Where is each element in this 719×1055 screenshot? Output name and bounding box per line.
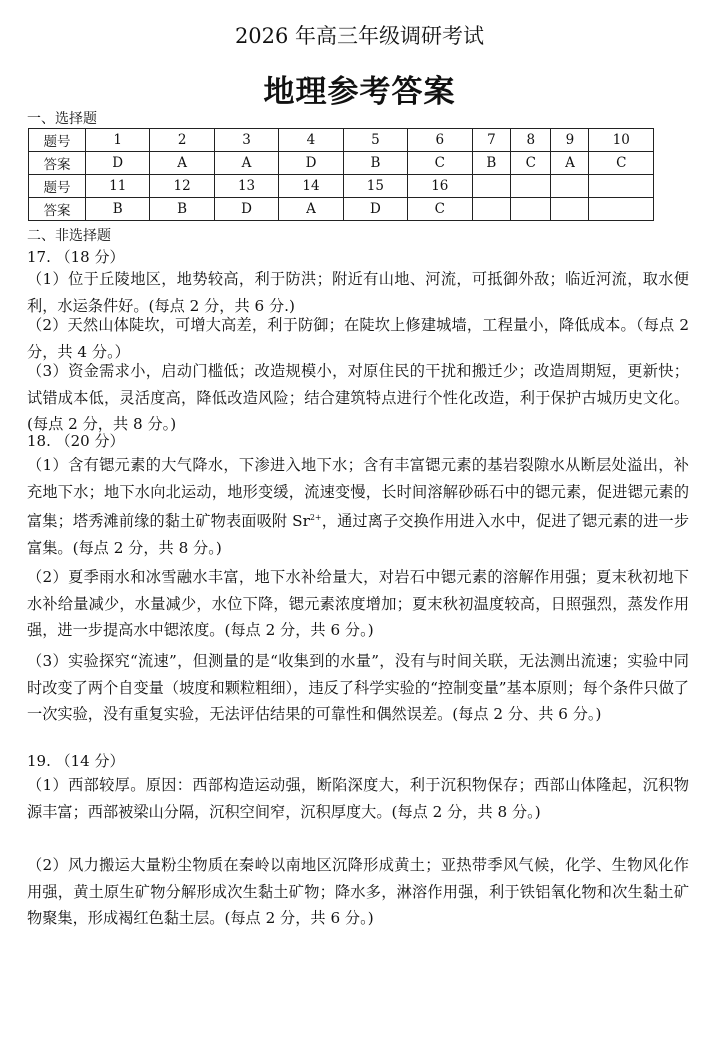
answer-cell: A bbox=[551, 152, 589, 175]
question-number: 5 bbox=[343, 129, 407, 152]
empty-cell bbox=[589, 175, 654, 198]
q18-part-2: （2）夏季雨水和冰雪融水丰富，地下水补给量大，对岩石中锶元素的溶解作用强；夏末秋初地下水补给量减少，水量减少，水位下降，锶元素浓度增加；夏末秋初温度较高，日照强烈，蒸发作用强，进一步提高水中锶浓度。(每点 2 分，共 6 分。) bbox=[27, 568, 689, 639]
question-number: 4 bbox=[279, 129, 343, 152]
answer-cell: A bbox=[279, 198, 343, 221]
question-18-heading: 18. （20 分） bbox=[27, 432, 125, 450]
empty-cell bbox=[511, 198, 551, 221]
q18-part-1-text-a: （1）含有锶元素的大气降水，下渗进入地下水；含有丰富锶元素的基岩裂隙水从断层处溢出，补充地下水；地下水向北运动，地形变缓，流速变慢，长时间溶解砂砾石中的锶元素，促进锶元素的富集；塔秀滩前缘的黏土矿物表面吸附 Sr bbox=[27, 456, 689, 531]
question-number: 15 bbox=[343, 175, 407, 198]
question-number: 16 bbox=[408, 175, 472, 198]
q19-part-2: （2）风力搬运大量粉尘物质在秦岭以南地区沉降形成黄土；亚热带季风气候，化学、生物风化作用强，黄土原生矿物分解形成次生黏土矿物；降水多，淋溶作用强，利于铁铝氧化物和次生黏土矿物聚集，形成褐红色黏土层。(每点 2 分，共 6 分。) bbox=[27, 856, 689, 927]
question-number: 11 bbox=[86, 175, 150, 198]
subject-title: 地理参考答案 bbox=[263, 74, 456, 110]
q18-part-3: （3）实验探究“流速”，但测量的是“收集到的水量”，没有与时间关联，无法测出流速；实验中同时改变了两个自变量（坡度和颗粒粗细），违反了科学实验的“控制变量”基本原则；每个条件只做了一次实验，没有重复实验，无法评估结果的可靠性和偶然误差。(每点 2 分、共 6 分。) bbox=[27, 652, 689, 723]
empty-cell bbox=[551, 175, 589, 198]
answer-cell: B bbox=[150, 198, 214, 221]
answer-cell: D bbox=[343, 198, 407, 221]
question-number: 6 bbox=[408, 129, 472, 152]
q17-part-3: （3）资金需求小，启动门槛低；改造规模小，对原住民的干扰和搬迁少；改造周期短，更新快；试错成本低，灵活度高，降低改造风险；结合建筑特点进行个性化改造，利于保护古城历史文化。(每点 2 分，共 8 分。) bbox=[27, 362, 689, 433]
answer-cell: D bbox=[279, 152, 343, 175]
q17-part-2: （2）天然山体陡坎，可增大高差，利于防御；在陡坎上修建城墙，工程量小，降低成本。（每点 2 分，共 4 分。） bbox=[27, 316, 689, 361]
answer-cell: A bbox=[214, 152, 278, 175]
question-number: 3 bbox=[214, 129, 278, 152]
q19-part-1: （1）西部较厚。原因：西部构造运动强，断陷深度大，利于沉积物保存；西部山体隆起，沉积物源丰富；西部被梁山分隔，沉积空间窄，沉积厚度大。(每点 2 分，共 8 分。) bbox=[27, 776, 689, 821]
row-label: 答案 bbox=[29, 152, 86, 175]
answer-cell: C bbox=[511, 152, 551, 175]
section-2-title: 二、非选择题 bbox=[27, 228, 111, 244]
question-number: 7 bbox=[472, 129, 511, 152]
table-row bbox=[29, 129, 654, 152]
ion-charge: 2+ bbox=[309, 513, 322, 522]
empty-cell bbox=[472, 198, 511, 221]
answer-cell: C bbox=[408, 152, 472, 175]
row-label: 答案 bbox=[29, 198, 86, 221]
q17-part-1: （1）位于丘陵地区，地势较高，利于防洪；附近有山地、河流，可抵御外敌；临近河流，取水便利，水运条件好。(每点 2 分，共 6 分.) bbox=[27, 270, 689, 315]
empty-cell bbox=[589, 198, 654, 221]
question-19-heading: 19. （14 分） bbox=[27, 752, 125, 770]
row-label: 题号 bbox=[29, 175, 86, 198]
answer-cell: C bbox=[589, 152, 654, 175]
table-row bbox=[29, 175, 654, 198]
question-number: 2 bbox=[150, 129, 214, 152]
question-number: 10 bbox=[589, 129, 654, 152]
question-number: 8 bbox=[511, 129, 551, 152]
answer-cell: A bbox=[150, 152, 214, 175]
question-number: 13 bbox=[214, 175, 278, 198]
question-number: 9 bbox=[551, 129, 589, 152]
answer-cell: B bbox=[472, 152, 511, 175]
question-17-heading: 17. （18 分） bbox=[27, 248, 125, 266]
empty-cell bbox=[511, 175, 551, 198]
empty-cell bbox=[551, 198, 589, 221]
q18-part-1 bbox=[27, 452, 689, 561]
table-row bbox=[29, 198, 654, 221]
q18-part-1-text-b: ，通过离子交换作用进入水中，促进了锶元素的进一步富集。(每点 2 分，共 8 分。) bbox=[27, 512, 690, 557]
answer-cell: C bbox=[408, 198, 472, 221]
question-number: 1 bbox=[86, 129, 150, 152]
answer-table bbox=[28, 128, 654, 221]
answer-cell: B bbox=[86, 198, 150, 221]
answer-cell: D bbox=[214, 198, 278, 221]
row-label: 题号 bbox=[29, 129, 86, 152]
question-number: 12 bbox=[150, 175, 214, 198]
section-1-title: 一、选择题 bbox=[27, 111, 97, 127]
answer-cell: B bbox=[343, 152, 407, 175]
answer-cell: D bbox=[86, 152, 150, 175]
exam-title: 2026 年高三年级调研考试 bbox=[234, 24, 485, 48]
question-number: 14 bbox=[279, 175, 343, 198]
table-row bbox=[29, 152, 654, 175]
empty-cell bbox=[472, 175, 511, 198]
